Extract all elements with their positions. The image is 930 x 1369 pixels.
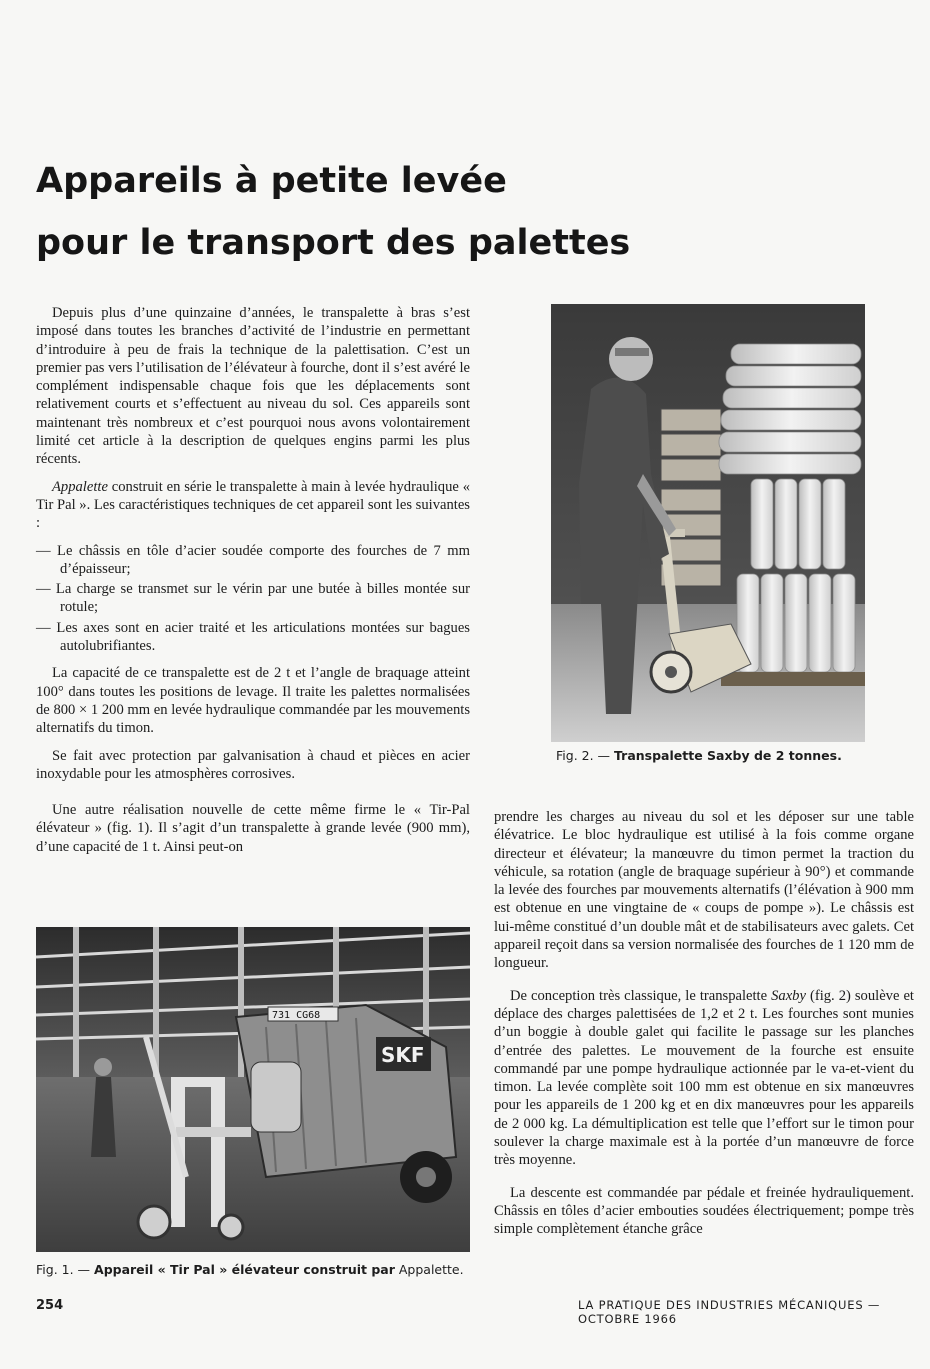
tirpal-continued-paragraph: prendre les charges au niveau du sol et les déposer sur une table élévatrice. Le bloc hydraulique est utilisé à la fois comme organe directeur et élévateur; la manœuvre du timon permet la traction du véhicule, sa rotation (angle de braquage supérieur à 90°) et commande la levée des fourches par mouvements alternatifs (l’élévation à 900 mm est obtenue en une vingtaine de « coups de pompe »). Le châssis est lui-même constitué d’un double mât et de stabilisateurs avec galets. Cet appareil reçoit dans sa version normalisée des fourches de 1 120 mm de longueur. bbox=[494, 809, 914, 972]
fig1-caption-label: Fig. 1. — bbox=[36, 1262, 95, 1277]
skf-logo: SKF bbox=[381, 1043, 425, 1067]
van-plate: 731 CG68 bbox=[272, 1010, 321, 1021]
capacity-paragraph: La capacité de ce transpalette est de 2 t et l’angle de braquage atteint 100° dans toutes les positions de levage. Il traite les palettes normalisées de 800 × 1 200 mm en levée hydraulique commandée par les mouvements alternatifs du timon. bbox=[36, 665, 470, 737]
fig1-caption-brand: Appalette. bbox=[394, 1262, 464, 1277]
saxby-paragraph bbox=[494, 987, 914, 1170]
running-footer: LA PRATIQUE DES INDUSTRIES MÉCANIQUES — OCTOBRE 1966 bbox=[578, 1298, 881, 1326]
appalette-text: construit en série le transpalette à main à levée hydraulique « Tir Pal ». Les caractéristiques techniques de cet appareil sont les suivantes : bbox=[36, 478, 470, 532]
tirpal-paragraph: Une autre réalisation nouvelle de cette même firme le « Tir-Pal élévateur » (fig. 1). Il s’agit d’un transpalette à grande levée (900 mm), d’une capacité de 1 t. Ainsi peut-on bbox=[36, 802, 470, 855]
appalette-brand: Appalette bbox=[52, 478, 108, 495]
fig1-illustration bbox=[36, 927, 470, 1252]
right-column bbox=[494, 808, 914, 1253]
descent-paragraph: La descente est commandée par pédale et freinée hydrauliquement. Châssis en tôles d’acier embouties soudées électriquement; pompe très simple complètement étanche grâce bbox=[494, 1184, 914, 1238]
fig2-caption bbox=[556, 748, 842, 763]
fig1-caption-text: Appareil « Tir Pal » élévateur construit par bbox=[94, 1262, 395, 1277]
saxby-brand: Saxby bbox=[771, 987, 806, 1004]
saxby-intro: De conception très classique, le transpalette bbox=[510, 987, 772, 1004]
fig2-photo bbox=[551, 304, 865, 742]
fig2-illustration bbox=[551, 304, 865, 742]
article-title-line-2: pour le transport des palettes bbox=[36, 223, 631, 263]
spec-item: — Le châssis en tôle d’acier soudée comporte des fourches de 7 mm d’épaisseur; bbox=[36, 542, 470, 577]
page-number: 254 bbox=[36, 1298, 64, 1313]
article-title bbox=[36, 150, 656, 274]
galvanisation-paragraph: Se fait avec protection par galvanisation à chaud et pièces en acier inoxydable pour les atmosphères corrosives. bbox=[36, 747, 470, 782]
fig2-caption-label: Fig. 2. — bbox=[556, 748, 615, 763]
fig1-caption bbox=[36, 1262, 464, 1277]
left-column bbox=[36, 304, 470, 865]
appalette-paragraph bbox=[36, 478, 470, 533]
saxby-text: (fig. 2) soulève et déplace des charges palettisées de 1,2 et 2 t. Les fourches sont munies d’un boggie à double galet qui facilite le passage sur les planches d’entrée des palettes. Le mouvement de la fourche est ensuite commandé par une pompe hydraulique actionnée par le va-et-vient du timon. La levée complète soit 100 mm est obtenue en six manœuvres pour les appareils de 1 200 kg et en dix manœuvres pour les appareils de 2 000 kg. La démultiplication est telle que l’effort sur le timon pour soulever la charge maximale est à la portée d’un manœuvre de force très moyenne. bbox=[494, 987, 914, 1169]
intro-paragraph: Depuis plus d’une quinzaine d’années, le transpalette à bras s’est imposé dans toutes les branches d’activité de l’industrie en permettant d’introduire à peu de frais la technique de la palettisation. C’est un premier pas vers l’utilisation de l’élévateur à fourche, dont il s’est avéré le complément indispensable chaque fois que les déplacements sont relativement courts et s’effectuent au niveau du sol. Ces appareils sont maintenant très nombreux et c’est pourquoi nous avons volontairement limité cet article à la description de quelques engins parmi les plus récents. bbox=[36, 305, 470, 468]
spec-item: — La charge se transmet sur le vérin par une butée à billes montée sur rotule; bbox=[36, 581, 470, 616]
spec-item: — Les axes sont en acier traité et les articulations montées sur bagues autolubrifiantes. bbox=[36, 619, 470, 655]
fig2-caption-text: Transpalette Saxby de 2 tonnes. bbox=[614, 748, 842, 763]
specs-list bbox=[36, 542, 470, 656]
article-title-line-1: Appareils à petite levée bbox=[36, 161, 507, 201]
fig1-photo bbox=[36, 927, 470, 1252]
